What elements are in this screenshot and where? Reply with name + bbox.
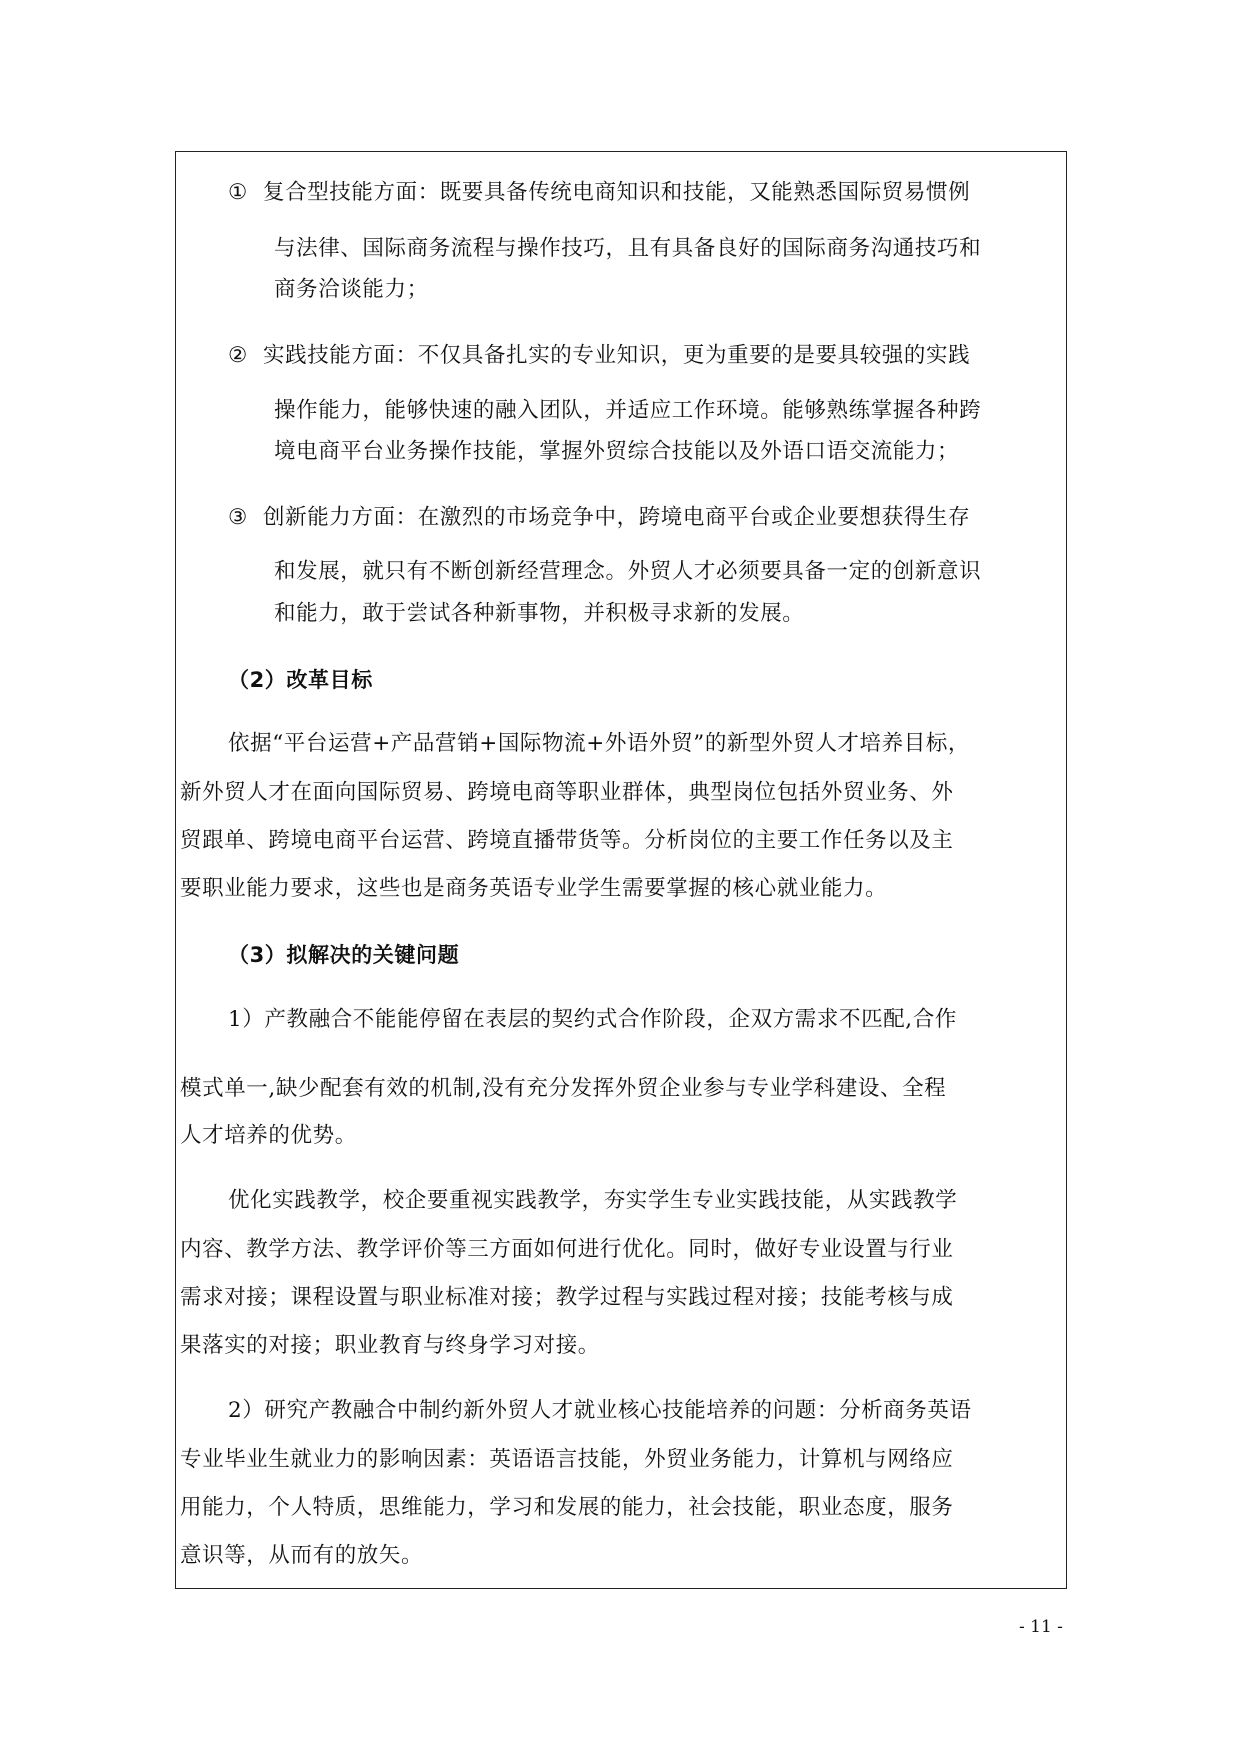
paragraph-line: 依据“平台运营+产品营销+国际物流+外语外贸”的新型外贸人才培养目标， — [228, 731, 971, 756]
paragraph-line: 要职业能力要求，这些也是商务英语专业学生需要掌握的核心就业能力。 — [180, 876, 888, 901]
paragraph-line: 用能力，个人特质，思维能力，学习和发展的能力，社会技能，职业态度，服务 — [180, 1495, 954, 1520]
item-line: 实践技能方面：不仅具备扎实的专业知识，更为重要的是要具较强的实践 — [263, 343, 971, 368]
item-line: 境电商平台业务操作技能，掌握外贸综合技能以及外语口语交流能力； — [274, 439, 960, 464]
item-line: 和发展，就只有不断创新经营理念。外贸人才必须要具备一定的创新意识 — [274, 559, 982, 584]
paragraph-line: 需求对接；课程设置与职业标准对接；教学过程与实践过程对接；技能考核与成 — [180, 1285, 954, 1310]
page-number: - 11 - — [1019, 1617, 1063, 1637]
paragraph-line: 人才培养的优势。 — [180, 1123, 357, 1148]
paragraph-line: 贸跟单、跨境电商平台运营、跨境直播带货等。分析岗位的主要工作任务以及主 — [180, 828, 954, 853]
item-line: 操作能力，能够快速的融入团队，并适应工作环境。能够熟练掌握各种跨 — [274, 398, 982, 423]
item-line: 复合型技能方面：既要具备传统电商知识和技能，又能熟悉国际贸易惯例 — [263, 180, 971, 205]
paragraph-line: 果落实的对接；职业教育与终身学习对接。 — [180, 1333, 600, 1358]
section-heading-reform-goals: （2）改革目标 — [228, 668, 373, 692]
paragraph-line: 新外贸人才在面向国际贸易、跨境电商等职业群体，典型岗位包括外贸业务、外 — [180, 780, 954, 805]
paragraph-line: 专业毕业生就业力的影响因素：英语语言技能，外贸业务能力，计算机与网络应 — [180, 1447, 954, 1472]
item-line: 商务洽谈能力； — [274, 277, 429, 302]
item-marker-3: ③ — [228, 505, 248, 530]
paragraph-line: 意识等，从而有的放矢。 — [180, 1543, 424, 1568]
item-marker-1: ① — [228, 180, 248, 205]
item-line: 与法律、国际商务流程与操作技巧，且有具备良好的国际商务沟通技巧和 — [274, 236, 982, 261]
paragraph-line: 1）产教融合不能能停留在表层的契约式合作阶段，企双方需求不匹配,合作 — [228, 1007, 957, 1032]
section-heading-key-problems: （3）拟解决的关键问题 — [228, 943, 460, 967]
item-line: 创新能力方面：在激烈的市场竞争中，跨境电商平台或企业要想获得生存 — [263, 505, 971, 530]
paragraph-line: 内容、教学方法、教学评价等三方面如何进行优化。同时，做好专业设置与行业 — [180, 1237, 954, 1262]
paragraph-line: 优化实践教学，校企要重视实践教学，夯实学生专业实践技能，从实践教学 — [228, 1188, 958, 1213]
item-marker-2: ② — [228, 343, 248, 368]
paragraph-line: 2）研究产教融合中制约新外贸人才就业核心技能培养的问题：分析商务英语 — [228, 1398, 972, 1423]
item-line: 和能力，敢于尝试各种新事物，并积极寻求新的发展。 — [274, 601, 805, 626]
paragraph-line: 模式单一,缺少配套有效的机制,没有充分发挥外贸企业参与专业学科建设、全程 — [180, 1076, 947, 1101]
